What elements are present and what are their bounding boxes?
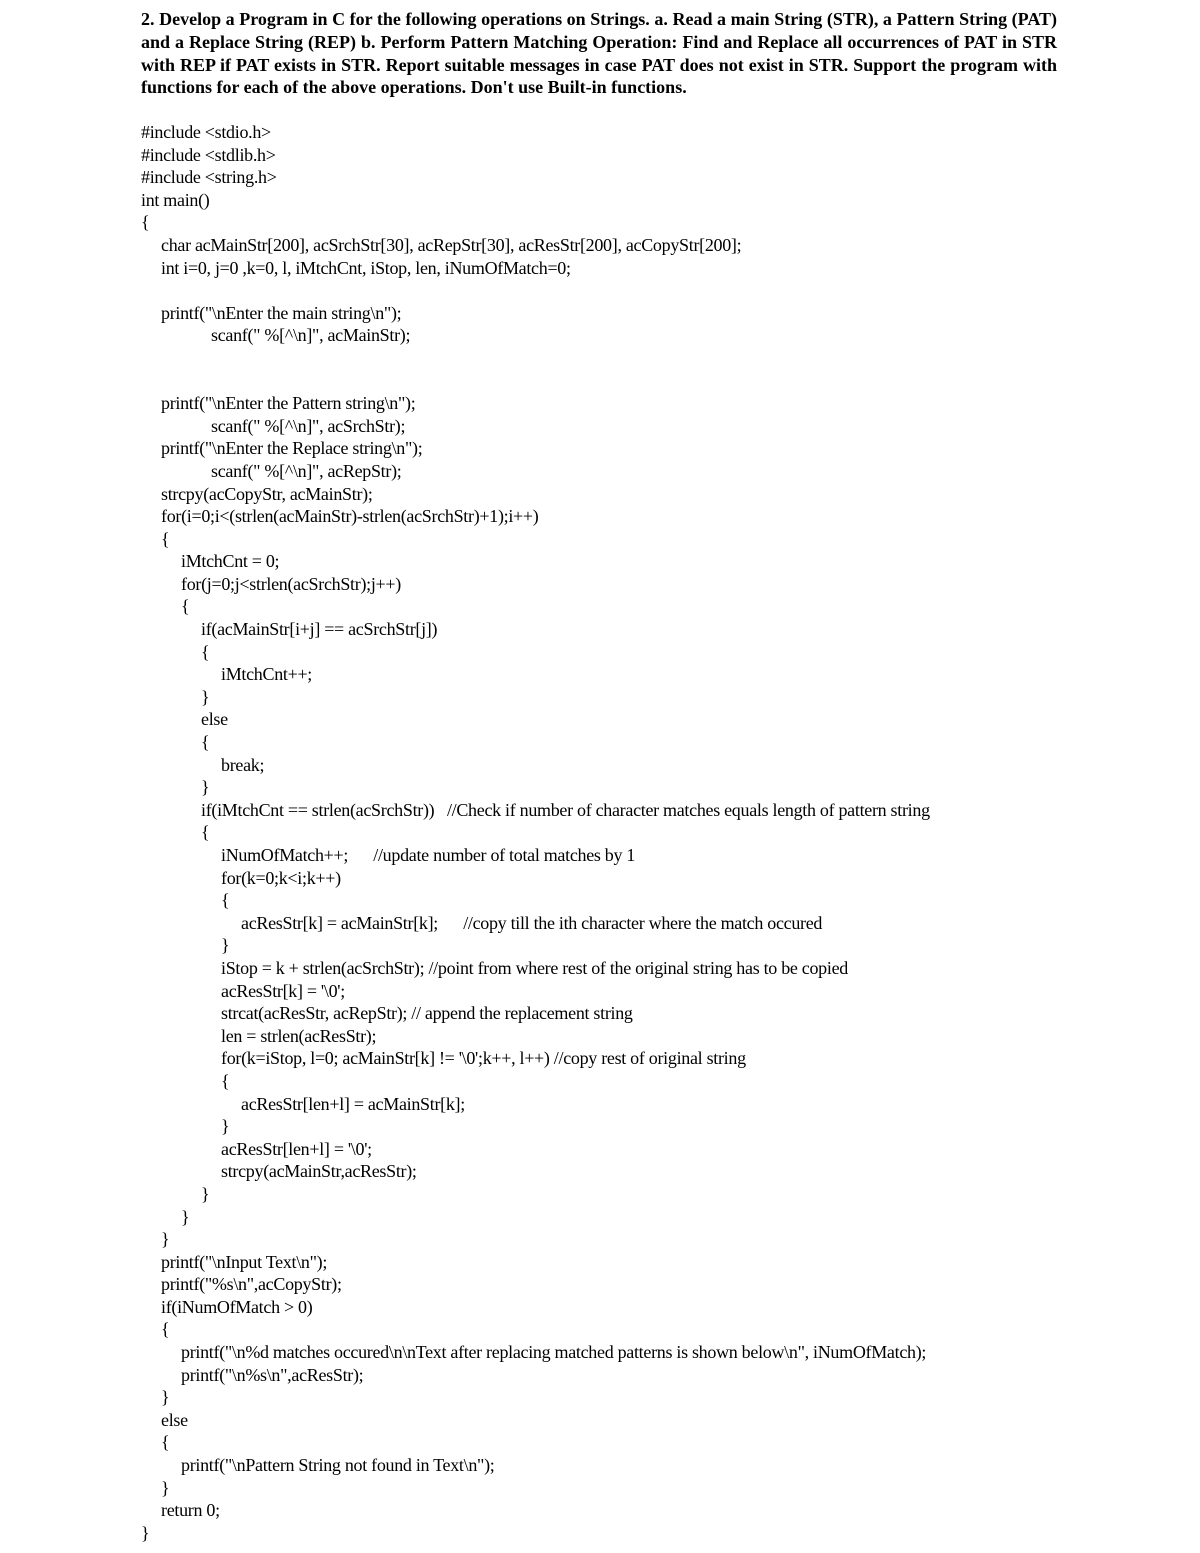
code-line: iMtchCnt = 0; [181, 551, 280, 572]
code-line: } [221, 935, 230, 956]
code-line: #include <stdlib.h> [141, 144, 276, 165]
code-line: } [161, 1229, 170, 1250]
code-line: iStop = k + strlen(acSrchStr); //point from where rest of the original string has to be copied [221, 957, 848, 978]
code-line: { [201, 822, 210, 843]
code-line: scanf(" %[^\n]", acRepStr); [211, 460, 402, 481]
code-line: printf("\nEnter the Pattern string\n"); [161, 393, 416, 414]
code-line: #include <string.h> [141, 167, 277, 188]
code-line: } [141, 1522, 150, 1543]
code-line: for(k=iStop, l=0; acMainStr[k] != '\0';k++, l++) //copy rest of original string [221, 1048, 746, 1069]
code-line: len = strlen(acResStr); [221, 1025, 377, 1046]
code-line: } [201, 686, 210, 707]
question-text: 2. Develop a Program in C for the following operations on Strings. a. Read a main String (STR), a Pattern String (PAT) and a Replace String (REP) b. Perform Pattern Matching Operation: Find and Replace all occurrences of PAT in STR with REP if PAT exists in STR. Report suitable messages in case PAT does not exist in STR. Support the program with functions for each of the above operations. Don't use Built-in functions. [141, 9, 1057, 98]
code-line: } [181, 1206, 190, 1227]
code-line: char acMainStr[200], acSrchStr[30], acRepStr[30], acResStr[200], acCopyStr[200]; [161, 234, 742, 255]
code-line: printf("\nEnter the Replace string\n"); [161, 438, 423, 459]
code-line: iMtchCnt++; [221, 664, 313, 685]
code-line: { [141, 212, 150, 233]
code-line: printf("\n%s\n",acResStr); [181, 1364, 364, 1385]
code-line: } [201, 777, 210, 798]
code-line: int main() [141, 189, 210, 210]
code-line: printf("\n%d matches occured\n\nText after replacing matched patterns is shown below\n", iNumOfMatch); [181, 1342, 927, 1363]
code-line: strcpy(acMainStr,acResStr); [221, 1161, 417, 1182]
code-line: strcpy(acCopyStr, acMainStr); [161, 483, 373, 504]
code-line: for(i=0;i<(strlen(acMainStr)-strlen(acSrchStr)+1);i++) [161, 506, 539, 527]
code-line [141, 370, 1141, 393]
code-line: break; [221, 754, 265, 775]
code-line: { [161, 528, 170, 549]
code-line: iNumOfMatch++; //update number of total matches by 1 [221, 845, 636, 865]
code-line: strcat(acResStr, acRepStr); // append the replacement string [221, 1003, 633, 1024]
code-line: else [201, 709, 228, 730]
code-line: printf("%s\n",acCopyStr); [161, 1274, 342, 1295]
code-line: for(k=0;k<i;k++) [221, 867, 341, 888]
code-line: printf("\nPattern String not found in Text\n"); [181, 1455, 495, 1476]
code-line: acResStr[k] = acMainStr[k]; //copy till the ith character where the match occured [241, 912, 823, 933]
code-line: { [201, 732, 210, 753]
code-line: { [181, 596, 190, 617]
code-line: { [161, 1319, 170, 1340]
code-listing [141, 121, 1141, 1544]
code-line: acResStr[k] = '\0'; [221, 980, 345, 1001]
code-line: { [221, 890, 230, 911]
code-line [141, 347, 1141, 370]
code-line: } [161, 1387, 170, 1408]
code-line: acResStr[len+l] = acMainStr[k]; [241, 1093, 465, 1114]
code-line: } [161, 1477, 170, 1498]
code-line: scanf(" %[^\n]", acMainStr); [211, 325, 411, 346]
code-line: } [221, 1116, 230, 1137]
code-line: else [161, 1409, 188, 1430]
code-line: if(acMainStr[i+j] == acSrchStr[j]) [201, 619, 438, 640]
code-line: acResStr[len+l] = '\0'; [221, 1138, 372, 1159]
code-line: scanf(" %[^\n]", acSrchStr); [211, 415, 406, 436]
code-line: { [161, 1432, 170, 1453]
code-line: for(j=0;j<strlen(acSrchStr);j++) [181, 573, 401, 594]
code-line: } [201, 1183, 210, 1204]
code-line: int i=0, j=0 ,k=0, l, iMtchCnt, iStop, len, iNumOfMatch=0; [161, 257, 571, 278]
code-line: { [201, 641, 210, 662]
code-line: printf("\nInput Text\n"); [161, 1251, 328, 1272]
code-line: return 0; [161, 1500, 220, 1521]
code-line: { [221, 1070, 230, 1091]
code-line [141, 279, 1141, 302]
code-line: if(iMtchCnt == strlen(acSrchStr)) //Check if number of character matches equals length of pattern string [201, 799, 930, 820]
code-line: if(iNumOfMatch > 0) [161, 1296, 313, 1317]
code-line: #include <stdio.h> [141, 122, 271, 142]
code-line: printf("\nEnter the main string\n"); [161, 302, 402, 323]
